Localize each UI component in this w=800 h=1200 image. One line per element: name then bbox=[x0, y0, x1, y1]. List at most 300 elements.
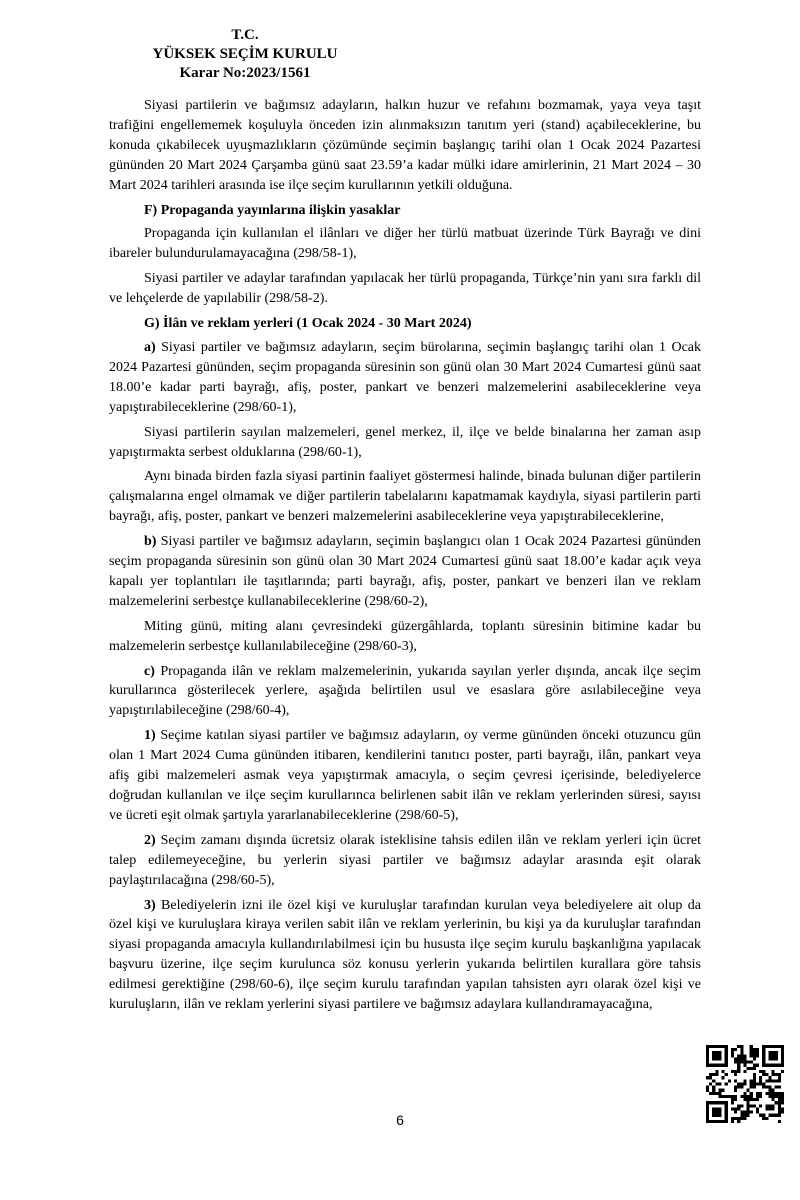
qr-module bbox=[740, 1051, 743, 1054]
qr-module bbox=[737, 1070, 740, 1073]
qr-module bbox=[772, 1045, 775, 1048]
qr-module bbox=[706, 1064, 709, 1067]
qr-module bbox=[706, 1048, 709, 1051]
qr-module bbox=[737, 1086, 740, 1089]
qr-module bbox=[775, 1064, 778, 1067]
qr-module bbox=[715, 1111, 718, 1114]
qr-module bbox=[753, 1054, 756, 1057]
qr-module bbox=[712, 1107, 715, 1110]
qr-module bbox=[750, 1086, 753, 1089]
qr-module bbox=[753, 1098, 756, 1101]
qr-module bbox=[725, 1117, 728, 1120]
qr-module bbox=[778, 1101, 781, 1104]
qr-module bbox=[781, 1051, 784, 1054]
qr-module bbox=[706, 1120, 709, 1123]
qr-module bbox=[759, 1082, 762, 1085]
qr-module bbox=[734, 1061, 737, 1064]
qr-module bbox=[706, 1086, 709, 1089]
qr-module bbox=[768, 1095, 771, 1098]
qr-module bbox=[712, 1079, 715, 1082]
qr-module bbox=[756, 1064, 759, 1067]
qr-module bbox=[768, 1104, 771, 1107]
qr-module bbox=[743, 1092, 746, 1095]
qr-module bbox=[759, 1076, 762, 1079]
qr-module bbox=[772, 1064, 775, 1067]
qr-module bbox=[706, 1076, 709, 1079]
qr-module bbox=[768, 1054, 771, 1057]
qr-module bbox=[753, 1057, 756, 1060]
qr-module bbox=[781, 1092, 784, 1095]
qr-module bbox=[778, 1098, 781, 1101]
body-paragraph bbox=[109, 831, 701, 891]
qr-module bbox=[728, 1079, 731, 1082]
qr-module bbox=[762, 1045, 765, 1048]
qr-module bbox=[778, 1086, 781, 1089]
body-paragraph bbox=[109, 617, 701, 657]
qr-module bbox=[743, 1057, 746, 1060]
header-decision-number: Karar No:2023/1561 bbox=[179, 65, 311, 81]
qr-module bbox=[734, 1095, 737, 1098]
qr-module bbox=[765, 1104, 768, 1107]
qr-module bbox=[750, 1045, 753, 1048]
qr-module bbox=[762, 1057, 765, 1060]
qr-module bbox=[740, 1111, 743, 1114]
qr-module bbox=[725, 1073, 728, 1076]
paragraph-text: Siyasi partiler ve bağımsız adayların, seçimin başlangıcı olan 1 Ocak 2024 Pazartesi gününden seçim propaganda süresinin son günü olan 30 Mart 2024 Cumartesi günü saat 18.00’e kadar açık veya kapalı yer toplantıları ile taşıtlarında; parti bayrağı, afiş, poster, pankart ve benzeri ilan ve reklam malzemelerini serbestçe kullanabileceklerine (298/60-2), bbox=[109, 534, 701, 609]
qr-module bbox=[740, 1114, 743, 1117]
qr-module bbox=[772, 1092, 775, 1095]
qr-module bbox=[706, 1107, 709, 1110]
qr-module bbox=[725, 1104, 728, 1107]
qr-module bbox=[709, 1064, 712, 1067]
qr-module bbox=[731, 1095, 734, 1098]
document-header bbox=[150, 26, 340, 83]
body-paragraph bbox=[109, 467, 701, 527]
qr-module bbox=[706, 1104, 709, 1107]
qr-module bbox=[768, 1045, 771, 1048]
qr-module bbox=[762, 1073, 765, 1076]
qr-module bbox=[781, 1054, 784, 1057]
page-number: 6 bbox=[396, 1112, 404, 1128]
qr-module bbox=[765, 1117, 768, 1120]
qr-module bbox=[750, 1095, 753, 1098]
qr-module bbox=[750, 1092, 753, 1095]
qr-module bbox=[743, 1098, 746, 1101]
qr-module bbox=[706, 1117, 709, 1120]
qr-module bbox=[715, 1107, 718, 1110]
qr-module bbox=[762, 1086, 765, 1089]
qr-module bbox=[715, 1057, 718, 1060]
qr-module bbox=[772, 1054, 775, 1057]
qr-module bbox=[712, 1054, 715, 1057]
qr-module bbox=[775, 1057, 778, 1060]
qr-module bbox=[747, 1067, 750, 1070]
qr-module bbox=[718, 1057, 721, 1060]
qr-module bbox=[747, 1101, 750, 1104]
qr-module bbox=[734, 1107, 737, 1110]
qr-module bbox=[722, 1089, 725, 1092]
qr-module bbox=[737, 1107, 740, 1110]
qr-module bbox=[753, 1076, 756, 1079]
qr-module bbox=[722, 1045, 725, 1048]
qr-module bbox=[747, 1114, 750, 1117]
qr-module bbox=[750, 1061, 753, 1064]
qr-module bbox=[737, 1054, 740, 1057]
qr-module bbox=[765, 1045, 768, 1048]
paragraph-label: a) bbox=[144, 339, 156, 355]
qr-module bbox=[753, 1104, 756, 1107]
header-country: T.C. bbox=[231, 27, 259, 43]
qr-module bbox=[781, 1061, 784, 1064]
qr-module bbox=[778, 1073, 781, 1076]
paragraph-text: Seçim zamanı dışında ücretsiz olarak isteklisine tahsis edilen ilân ve reklam yerleri için ücret talep edilemeyeceğine, bu yerlerin siyasi partiler ve bağımsız adaylar arasında eşit olarak paylaştırılacağına (298/60-5), bbox=[109, 832, 701, 888]
qr-module bbox=[712, 1051, 715, 1054]
body-paragraph bbox=[109, 726, 701, 826]
qr-module bbox=[743, 1095, 746, 1098]
qr-module bbox=[772, 1104, 775, 1107]
qr-module bbox=[743, 1082, 746, 1085]
qr-module bbox=[747, 1089, 750, 1092]
qr-module bbox=[740, 1061, 743, 1064]
qr-module bbox=[756, 1095, 759, 1098]
body-paragraph bbox=[109, 338, 701, 418]
qr-module bbox=[718, 1064, 721, 1067]
paragraph-text: Propaganda için kullanılan el ilânları ve diğer her türlü matbuat üzerinde Türk Bayrağı ve dini ibareler bulundurulamayacağına (298/58-1), bbox=[109, 226, 701, 262]
paragraph-text: Seçime katılan siyasi partiler ve bağımsız adayların, oy verme gününden önceki otuzuncu gün olan 1 Mart 2024 Cuma gününden itibaren, kendilerini tanıtıcı poster, parti bayrağı, ilân, pankart veya afiş gibi malzemeleri asmak veya yapıştırmak amacıyla, o seçim çevresi içerisinde, belediyelerce doğrudan kullanılan ve ilçe seçim kurullarınca belirlenen sabit ilân ve reklam yerlerinden süresi, sayısı ve ücreti eşit olmak şartıyla yararlanabileceklerine (298/60-5), bbox=[109, 728, 701, 823]
qr-module bbox=[725, 1107, 728, 1110]
qr-module bbox=[756, 1111, 759, 1114]
qr-module bbox=[762, 1048, 765, 1051]
qr-module bbox=[725, 1064, 728, 1067]
qr-module bbox=[715, 1070, 718, 1073]
paragraph-text: Siyasi partilerin sayılan malzemeleri, genel merkez, il, ilçe ve belde binalarına her zaman asıp yapıştırmakta serbest olduklarına (298/60-1), bbox=[109, 424, 701, 460]
qr-module bbox=[734, 1073, 737, 1076]
qr-module bbox=[775, 1051, 778, 1054]
qr-module bbox=[712, 1086, 715, 1089]
qr-module bbox=[747, 1104, 750, 1107]
qr-module bbox=[737, 1082, 740, 1085]
qr-module bbox=[740, 1045, 743, 1048]
qr-module bbox=[756, 1048, 759, 1051]
qr-module bbox=[772, 1114, 775, 1117]
qr-module bbox=[781, 1098, 784, 1101]
qr-module bbox=[772, 1057, 775, 1060]
qr-module bbox=[750, 1051, 753, 1054]
qr-module bbox=[772, 1079, 775, 1082]
qr-module bbox=[712, 1064, 715, 1067]
qr-module bbox=[725, 1061, 728, 1064]
paragraph-text: Siyasi partilerin ve bağımsız adayların, halkın huzur ve refahını bozmamak, yaya veya taşıt trafiğini engellememek koşuluyla önceden izin alınmaksızın tanıtım yeri (stand) açabileceklerine, bu konuda çıkabilecek uyuşmazlıkların çözümünde seçimin başlangıç tarihi olan 1 Ocak 2024 Pazartesi gününden 20 Mart 2024 Çarşamba günü saat 23.59’a kadar mülki idare amirlerinin, 21 Mart 2024 – 30 Mart 2024 tarihleri arasında ise ilçe seçim kurullarının yetkili olduğuna. bbox=[109, 98, 701, 193]
qr-module bbox=[772, 1073, 775, 1076]
qr-module bbox=[778, 1095, 781, 1098]
qr-module bbox=[778, 1114, 781, 1117]
qr-module bbox=[759, 1079, 762, 1082]
qr-module bbox=[750, 1079, 753, 1082]
qr-module bbox=[753, 1067, 756, 1070]
qr-module bbox=[715, 1092, 718, 1095]
qr-module bbox=[718, 1101, 721, 1104]
qr-module bbox=[753, 1082, 756, 1085]
paragraph-label: b) bbox=[144, 534, 157, 550]
qr-module bbox=[731, 1098, 734, 1101]
qr-module bbox=[706, 1054, 709, 1057]
qr-module bbox=[781, 1070, 784, 1073]
qr-module bbox=[722, 1064, 725, 1067]
qr-module bbox=[731, 1120, 734, 1123]
qr-module bbox=[734, 1079, 737, 1082]
paragraph-label: 2) bbox=[144, 832, 156, 848]
qr-module bbox=[768, 1064, 771, 1067]
qr-module bbox=[706, 1101, 709, 1104]
qr-module bbox=[750, 1054, 753, 1057]
qr-module bbox=[722, 1095, 725, 1098]
qr-module bbox=[772, 1051, 775, 1054]
qr-module bbox=[715, 1082, 718, 1085]
qr-module bbox=[706, 1045, 709, 1048]
qr-module bbox=[734, 1117, 737, 1120]
qr-module bbox=[715, 1051, 718, 1054]
qr-module bbox=[775, 1092, 778, 1095]
qr-module bbox=[725, 1051, 728, 1054]
qr-module bbox=[753, 1064, 756, 1067]
qr-module bbox=[712, 1045, 715, 1048]
qr-module bbox=[753, 1048, 756, 1051]
qr-module bbox=[737, 1117, 740, 1120]
body-paragraph bbox=[109, 532, 701, 612]
qr-module bbox=[740, 1117, 743, 1120]
qr-module bbox=[759, 1092, 762, 1095]
qr-module bbox=[725, 1111, 728, 1114]
qr-module bbox=[722, 1070, 725, 1073]
qr-module bbox=[712, 1092, 715, 1095]
qr-module bbox=[762, 1082, 765, 1085]
paragraph-text: Belediyelerin izni ile özel kişi ve kuruluşlar tarafından kurulan veya belediyelere ait olup da özel kişi ve kuruluşlara kiraya verilen sabit ilân ve reklam yerlerinin, bu kişi ya da kuruluşlar tarafından siyasi propaganda amacıyla kullandırılabilmesi için bu hususta ilçe seçim kurulu başkanlığına yapılacak başvuru üzerine, ilçe seçim kurulunca söz konusu yerlerin yukarıda belirtilen kurallara göre tahsis edilmesi gerektiğine (298/60-6), ilçe seçim kurulu tarafından yapılan tahsisten ayrı olarak özel kişi ve kuruluşların, ilân ve reklam yerlerini siyasi partilere ve bağımsız adaylara kullandıramayacağına, bbox=[109, 897, 701, 1013]
qr-module bbox=[737, 1045, 740, 1048]
qr-module bbox=[725, 1101, 728, 1104]
qr-module bbox=[718, 1111, 721, 1114]
qr-module bbox=[725, 1054, 728, 1057]
qr-module bbox=[706, 1089, 709, 1092]
qr-module bbox=[750, 1104, 753, 1107]
qr-module bbox=[740, 1048, 743, 1051]
qr-module bbox=[756, 1107, 759, 1110]
qr-module bbox=[753, 1079, 756, 1082]
qr-module bbox=[768, 1114, 771, 1117]
qr-module bbox=[715, 1114, 718, 1117]
qr-module bbox=[725, 1048, 728, 1051]
qr-module bbox=[778, 1107, 781, 1110]
qr-module bbox=[734, 1048, 737, 1051]
body-paragraph bbox=[109, 224, 701, 264]
qr-module bbox=[715, 1073, 718, 1076]
qr-module bbox=[740, 1095, 743, 1098]
qr-module bbox=[747, 1111, 750, 1114]
qr-module bbox=[706, 1051, 709, 1054]
qr-module bbox=[762, 1117, 765, 1120]
qr-module bbox=[718, 1107, 721, 1110]
qr-module bbox=[747, 1095, 750, 1098]
qr-module bbox=[737, 1104, 740, 1107]
body-paragraph bbox=[109, 423, 701, 463]
qr-module bbox=[759, 1114, 762, 1117]
qr-module bbox=[715, 1054, 718, 1057]
qr-module bbox=[715, 1045, 718, 1048]
qr-module bbox=[762, 1070, 765, 1073]
qr-module bbox=[734, 1070, 737, 1073]
qr-module bbox=[781, 1064, 784, 1067]
qr-module bbox=[756, 1098, 759, 1101]
qr-module bbox=[753, 1073, 756, 1076]
qr-module bbox=[725, 1114, 728, 1117]
qr-module bbox=[740, 1086, 743, 1089]
paragraph-label: 1) bbox=[144, 728, 156, 744]
qr-module bbox=[718, 1114, 721, 1117]
qr-module bbox=[737, 1061, 740, 1064]
qr-module bbox=[706, 1111, 709, 1114]
qr-module bbox=[775, 1095, 778, 1098]
qr-module bbox=[765, 1079, 768, 1082]
qr-module bbox=[775, 1054, 778, 1057]
qr-module bbox=[765, 1064, 768, 1067]
qr-module bbox=[734, 1086, 737, 1089]
header-institution: YÜKSEK SEÇİM KURULU bbox=[152, 46, 338, 62]
qr-module bbox=[740, 1082, 743, 1085]
qr-module bbox=[772, 1089, 775, 1092]
qr-module bbox=[709, 1082, 712, 1085]
qr-module bbox=[743, 1061, 746, 1064]
qr-module bbox=[750, 1111, 753, 1114]
qr-module bbox=[768, 1076, 771, 1079]
qr-module bbox=[778, 1079, 781, 1082]
qr-module bbox=[743, 1064, 746, 1067]
qr-module bbox=[750, 1048, 753, 1051]
qr-module bbox=[765, 1092, 768, 1095]
qr-module bbox=[775, 1079, 778, 1082]
qr-module bbox=[718, 1045, 721, 1048]
body-paragraph bbox=[109, 662, 701, 722]
qr-module bbox=[753, 1086, 756, 1089]
qr-module bbox=[706, 1057, 709, 1060]
qr-module bbox=[759, 1104, 762, 1107]
qr-module bbox=[759, 1070, 762, 1073]
qr-module bbox=[747, 1061, 750, 1064]
qr-module bbox=[725, 1120, 728, 1123]
qr-module bbox=[743, 1117, 746, 1120]
paragraph-text: Propaganda ilân ve reklam malzemelerinin, yukarıda sayılan yerler dışında, ancak ilçe seçim kurullarınca gösterilecek yerlere, aşağıda belirtilen usul ve esaslara göre asılabileceğine veya yapıştırılabileceğine (298/60-4), bbox=[109, 663, 701, 719]
qr-module bbox=[750, 1098, 753, 1101]
section-heading: G) İlân ve reklam yerleri (1 Ocak 2024 - 30 Mart 2024) bbox=[144, 316, 472, 332]
qr-module bbox=[743, 1070, 746, 1073]
qr-module bbox=[734, 1098, 737, 1101]
qr-module bbox=[781, 1101, 784, 1104]
qr-module bbox=[731, 1048, 734, 1051]
qr-module bbox=[775, 1073, 778, 1076]
qr-module bbox=[709, 1120, 712, 1123]
qr-module bbox=[718, 1051, 721, 1054]
qr-module bbox=[734, 1089, 737, 1092]
qr-module bbox=[712, 1057, 715, 1060]
qr-module bbox=[743, 1054, 746, 1057]
body-paragraph bbox=[109, 96, 701, 196]
qr-module bbox=[734, 1111, 737, 1114]
qr-module bbox=[731, 1117, 734, 1120]
qr-module bbox=[722, 1101, 725, 1104]
qr-module bbox=[731, 1070, 734, 1073]
qr-module bbox=[712, 1089, 715, 1092]
qr-module bbox=[718, 1095, 721, 1098]
qr-module bbox=[731, 1051, 734, 1054]
qr-module bbox=[737, 1064, 740, 1067]
qr-module bbox=[781, 1045, 784, 1048]
qr-module bbox=[772, 1095, 775, 1098]
paragraph-text: Miting günü, miting alanı çevresindeki güzergâhlarda, toplantı süresinin bitimine kadar bu malzemelerin serbestçe kullanılabileceğine (298/60-3), bbox=[109, 618, 701, 654]
qr-module bbox=[762, 1114, 765, 1117]
qr-module bbox=[718, 1054, 721, 1057]
qr-module bbox=[768, 1086, 771, 1089]
qr-module bbox=[781, 1057, 784, 1060]
qr-module bbox=[709, 1101, 712, 1104]
qr-module bbox=[718, 1089, 721, 1092]
qr-module bbox=[778, 1045, 781, 1048]
qr-module bbox=[775, 1114, 778, 1117]
qr-module bbox=[756, 1051, 759, 1054]
qr-module bbox=[712, 1111, 715, 1114]
qr-module bbox=[781, 1111, 784, 1114]
qr-module bbox=[750, 1067, 753, 1070]
qr-module bbox=[734, 1057, 737, 1060]
qr-module bbox=[737, 1120, 740, 1123]
qr-module bbox=[712, 1120, 715, 1123]
qr-module bbox=[712, 1114, 715, 1117]
qr-module bbox=[772, 1107, 775, 1110]
qr-module bbox=[750, 1082, 753, 1085]
body-paragraph bbox=[109, 269, 701, 309]
qr-module bbox=[781, 1107, 784, 1110]
qr-module bbox=[768, 1089, 771, 1092]
qr-module bbox=[743, 1114, 746, 1117]
qr-module bbox=[709, 1092, 712, 1095]
qr-module bbox=[709, 1045, 712, 1048]
qr-module bbox=[781, 1048, 784, 1051]
qr-module bbox=[775, 1045, 778, 1048]
qr-module bbox=[715, 1101, 718, 1104]
paragraph-text: Siyasi partiler ve adaylar tarafından yapılacak her türlü propaganda, Türkçe’nin yanı sıra farklı dil ve lehçelerde de yapılabilir (298/58-2). bbox=[109, 271, 701, 307]
qr-module bbox=[712, 1073, 715, 1076]
qr-module bbox=[743, 1079, 746, 1082]
qr-module bbox=[775, 1086, 778, 1089]
qr-module bbox=[743, 1111, 746, 1114]
qr-module bbox=[747, 1107, 750, 1110]
qr-module bbox=[756, 1082, 759, 1085]
paragraph-label: c) bbox=[144, 663, 155, 679]
qr-module bbox=[765, 1086, 768, 1089]
qr-module bbox=[718, 1082, 721, 1085]
qr-module bbox=[778, 1092, 781, 1095]
qr-module bbox=[768, 1107, 771, 1110]
qr-module bbox=[747, 1098, 750, 1101]
qr-module bbox=[756, 1092, 759, 1095]
qr-module bbox=[778, 1120, 781, 1123]
qr-module bbox=[712, 1101, 715, 1104]
qr-module bbox=[725, 1045, 728, 1048]
qr-code-icon bbox=[706, 1045, 784, 1123]
qr-module bbox=[731, 1054, 734, 1057]
qr-module bbox=[775, 1101, 778, 1104]
qr-module bbox=[772, 1070, 775, 1073]
qr-module bbox=[768, 1079, 771, 1082]
qr-module bbox=[762, 1064, 765, 1067]
qr-module bbox=[728, 1095, 731, 1098]
